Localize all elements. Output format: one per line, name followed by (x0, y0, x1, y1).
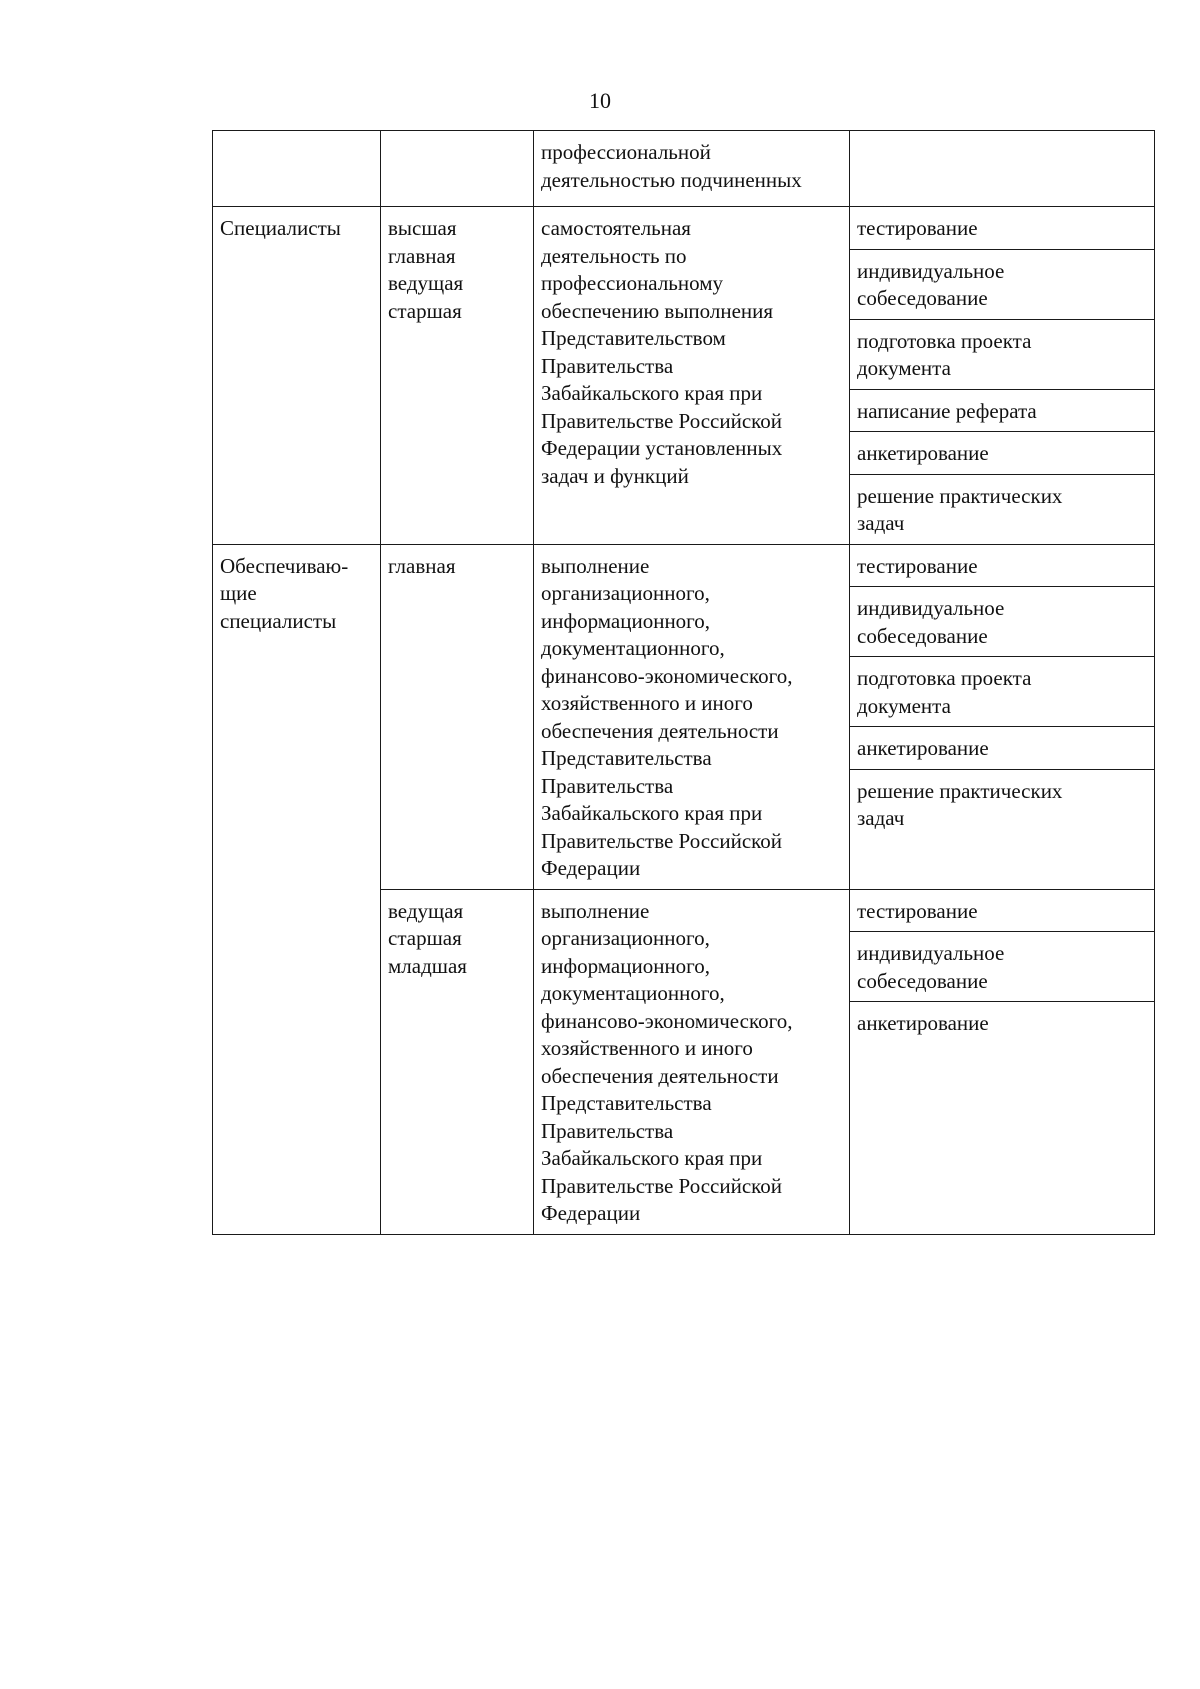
method-item: анкетирование (857, 1011, 989, 1035)
group-cell (213, 544, 381, 1234)
method-item: написание реферата (850, 390, 1154, 433)
method-item: решение практических задач (857, 483, 1063, 535)
functions-text: выполнение организационного, информационного, документационного, финансово-экономического, хозяйственного и иного обеспечения деятельности Представительства Правительства Забайкальского края при Правительстве Российской Федерации (541, 553, 793, 880)
group-cell (213, 207, 381, 545)
functions-cell (534, 544, 850, 889)
method-item: индивидуальное собеседование (850, 932, 1154, 1002)
method-item: подготовка проекта документа (850, 320, 1154, 390)
functions-cell: профессиональной деятельностью подчиненных (534, 131, 850, 207)
method-item: анкетирование (850, 727, 1154, 770)
page-number: 10 (589, 88, 611, 113)
levels-cell (381, 544, 534, 889)
functions-text: выполнение организационного, информационного, документационного, финансово-экономического, хозяйственного и иного обеспечения деятельности Представительства Правительства Забайкальского края при Правительстве Российской Федерации (541, 898, 793, 1225)
table-row (213, 131, 1155, 207)
method-item: тестирование (850, 890, 1154, 933)
method-item: тестирование (850, 545, 1154, 588)
functions-cell (534, 889, 850, 1234)
method-item: анкетирование (850, 432, 1154, 475)
group-label: Специалисты (220, 216, 341, 240)
method-item: индивидуальное собеседование (850, 250, 1154, 320)
functions-cell (534, 207, 850, 545)
table-row (213, 207, 1155, 545)
method-item: тестирование (850, 207, 1154, 250)
methods-cell (850, 889, 1155, 1234)
method-list (850, 207, 1154, 544)
levels-cell (381, 889, 534, 1234)
group-label: Обеспечиваю- щие специалисты (220, 553, 349, 633)
group-cell (213, 131, 381, 207)
levels-list: ведущая старшая младшая (388, 898, 467, 978)
table-row (213, 544, 1155, 889)
levels-list: высшая главная ведущая старшая (388, 216, 464, 323)
methods-cell (850, 207, 1155, 545)
methods-cell (850, 544, 1155, 889)
methods-cell (850, 131, 1155, 207)
method-list (850, 545, 1154, 839)
qualification-table (212, 130, 1155, 1235)
functions-text: самостоятельная деятельность по профессиональному обеспечению выполнения Представительством Правительства Забайкальского края при Правительстве Российской Федерации установленных задач и функций (541, 216, 783, 488)
levels-list: главная (388, 553, 456, 578)
method-item: решение практических задач (857, 778, 1063, 830)
method-list (850, 890, 1154, 1044)
method-item: подготовка проекта документа (850, 657, 1154, 727)
levels-cell (381, 207, 534, 545)
method-item: индивидуальное собеседование (850, 587, 1154, 657)
levels-cell (381, 131, 534, 207)
